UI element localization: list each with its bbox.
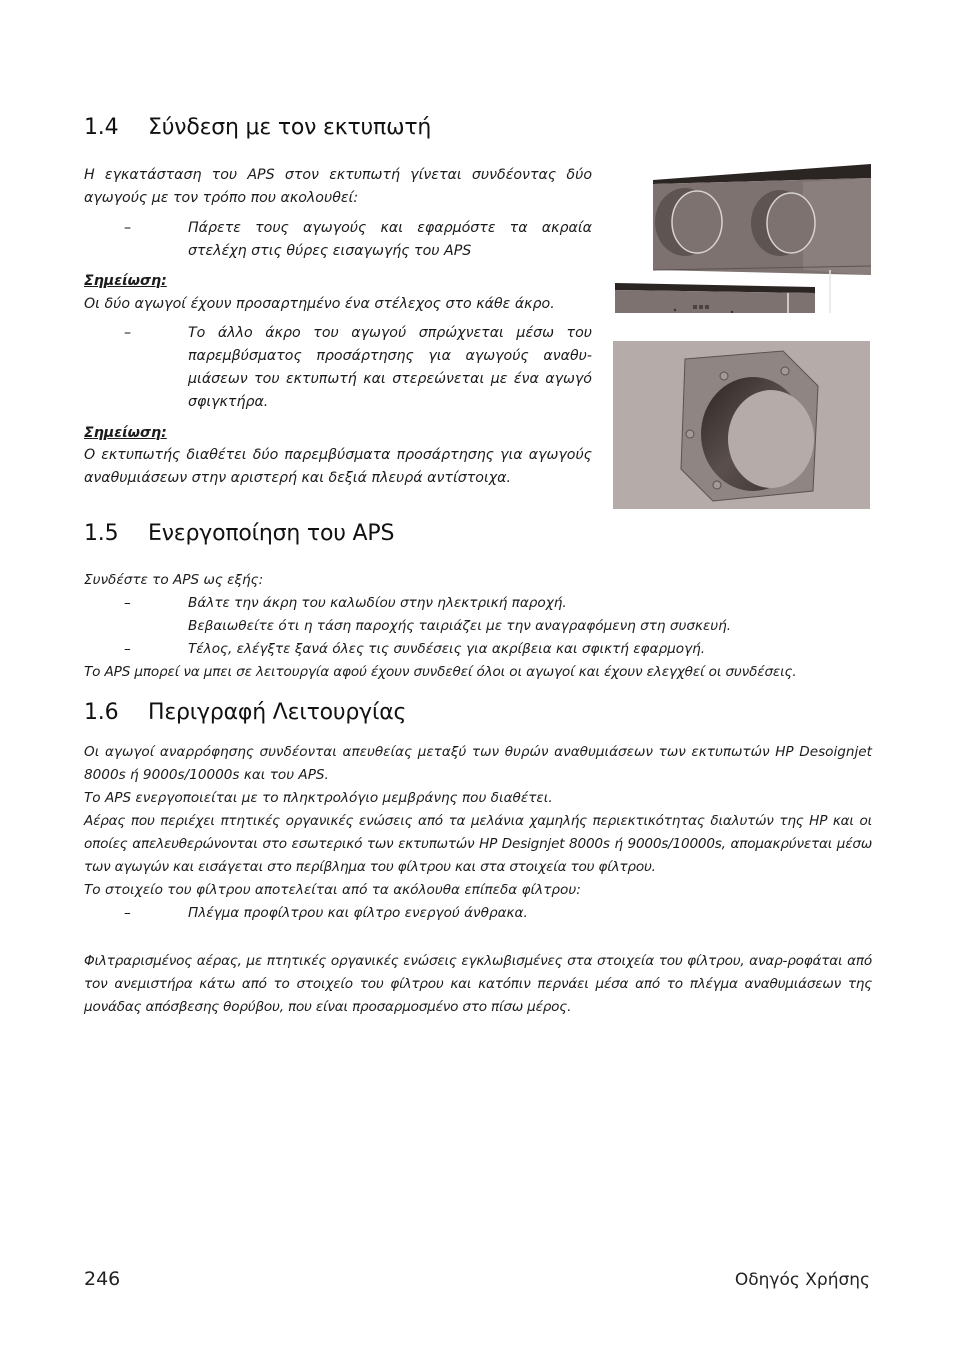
bullet-dash: –: [124, 905, 131, 921]
bullet-dash: –: [124, 325, 132, 341]
section-title: Σύνδεση με τον εκτυπωτή: [148, 115, 432, 140]
paragraph-intro: Η εγκατάσταση του APS στον εκτυπωτή γίνεται συνδέοντας δύο αγωγούς με τον τρόπο που ακολουθεί:: [84, 167, 592, 206]
paragraph: Οι αγωγοί αναρρόφησης συνδέονται απευθείας μεταξύ των θυρών αναθυμιάσεων των εκτυπωτών HP Desoignjet 8000s ή 9000s/10000s και του APS.: [84, 744, 872, 783]
paragraph: Το στοιχείο του φίλτρου αποτελείται από τα ακόλουθα επίπεδα φίλτρου:: [84, 882, 581, 898]
bullet-dash: –: [124, 595, 131, 611]
paragraph: Αέρας που περιέχει πτητικές οργανικές ενώσεις από τα μελάνια χαμηλής περιεκτικότητας διαλυτών της HP και οι οποίες απελευθερώνονται στο εσωτερικό των εκτυπωτών HP Designjet 8000s ή 9000s/10000s, απομακρύνεται μέσω των αγωγών και εισάγεται στο περίβλημα του φίλτρου και στα στοιχεία του φίλτρου.: [84, 813, 872, 875]
paragraph: Φιλτραρισμένος αέρας, με πτητικές οργανικές ενώσεις εγκλωβισμένες στα στοιχεία του φίλτρου, αναρ-ροφάται από τον ανεμιστήρα κάτω από το στοιχείο του φίλτρου και κατόπιν περνάει μέσα από το πλέγμα αναθυμιάσεων της μονάδας απόσβεσης θορύβου, που είναι προσαρμοσμένο στο πίσω μέρος.: [84, 953, 872, 1015]
paragraph: Το APS ενεργοποιείται με το πληκτρολόγιο μεμβράνης που διαθέτει.: [84, 790, 553, 806]
note-text: Ο εκτυπωτής διαθέτει δύο παρεμβύσματα προσάρτησης για αγωγούς αναθυμιάσεων στην αριστερή και δεξιά πλευρά αντίστοιχα.: [84, 447, 592, 486]
list-item-continuation: Βεβαιωθείτε ότι η τάση παροχής ταιριάζει με την αναγραφόμενη στη συσκευή.: [188, 618, 732, 634]
list-item: [84, 902, 874, 925]
note-label: Σημείωση:: [84, 425, 167, 441]
paragraph-closing: Το APS μπορεί να μπει σε λειτουργία αφού έχουν συνδεθεί όλοι οι αγωγοί και έχουν ελεγχθεί οι συνδέσεις.: [84, 664, 797, 680]
section-heading-1-4: [84, 115, 431, 140]
figure-duct-flange: [613, 341, 870, 509]
section-heading-1-5: [84, 521, 394, 546]
section-number: 1.4: [84, 115, 119, 140]
list-item-text: Πάρετε τους αγωγούς και εφαρμόστε τα ακραία στελέχη στις θύρες εισαγωγής του APS: [188, 220, 592, 259]
list-item-text: Τέλος, ελέγξτε ξανά όλες τις συνδέσεις για ακρίβεια και σφικτή εφαρμογή.: [188, 641, 706, 657]
note-label: Σημείωση:: [84, 273, 167, 289]
note-text: Οι δύο αγωγοί έχουν προσαρτημένο ένα στέλεχος στο κάθε άκρο.: [84, 296, 555, 312]
list-item: [84, 638, 874, 661]
list-item-text: Το άλλο άκρο του αγωγού σπρώχνεται μέσω του παρεμβύσματος προσάρτησης για αγωγούς αναθυ-μιάσεων του εκτυπωτή και στερεώνεται με ένα αγωγό σφιγκτήρα.: [188, 325, 592, 410]
list-item-text: Βάλτε την άκρη του καλωδίου στην ηλεκτρική παροχή.: [188, 595, 567, 611]
list-item: [84, 592, 874, 615]
footer-doc-title: Οδηγός Χρήσης: [734, 1270, 870, 1290]
figure-aps-intake-ports: [615, 160, 871, 313]
paragraph-intro: Συνδέστε το APS ως εξής:: [84, 572, 264, 588]
bullet-dash: –: [124, 220, 132, 236]
page-number: 246: [84, 1268, 121, 1290]
section-number: 1.5: [84, 521, 119, 546]
list-item: [84, 322, 592, 414]
section-title: Περιγραφή Λειτουργίας: [148, 700, 407, 725]
section-heading-1-6: [84, 700, 406, 725]
list-item: [84, 217, 592, 263]
duct-flange-illustration: [613, 341, 870, 509]
section-title: Ενεργοποίηση του APS: [148, 521, 395, 546]
list-item-text: Πλέγμα προφίλτρου και φίλτρο ενεργού άνθρακα.: [188, 905, 528, 921]
aps-unit-illustration: [615, 160, 871, 313]
section-number: 1.6: [84, 700, 119, 725]
bullet-dash: –: [124, 641, 131, 657]
